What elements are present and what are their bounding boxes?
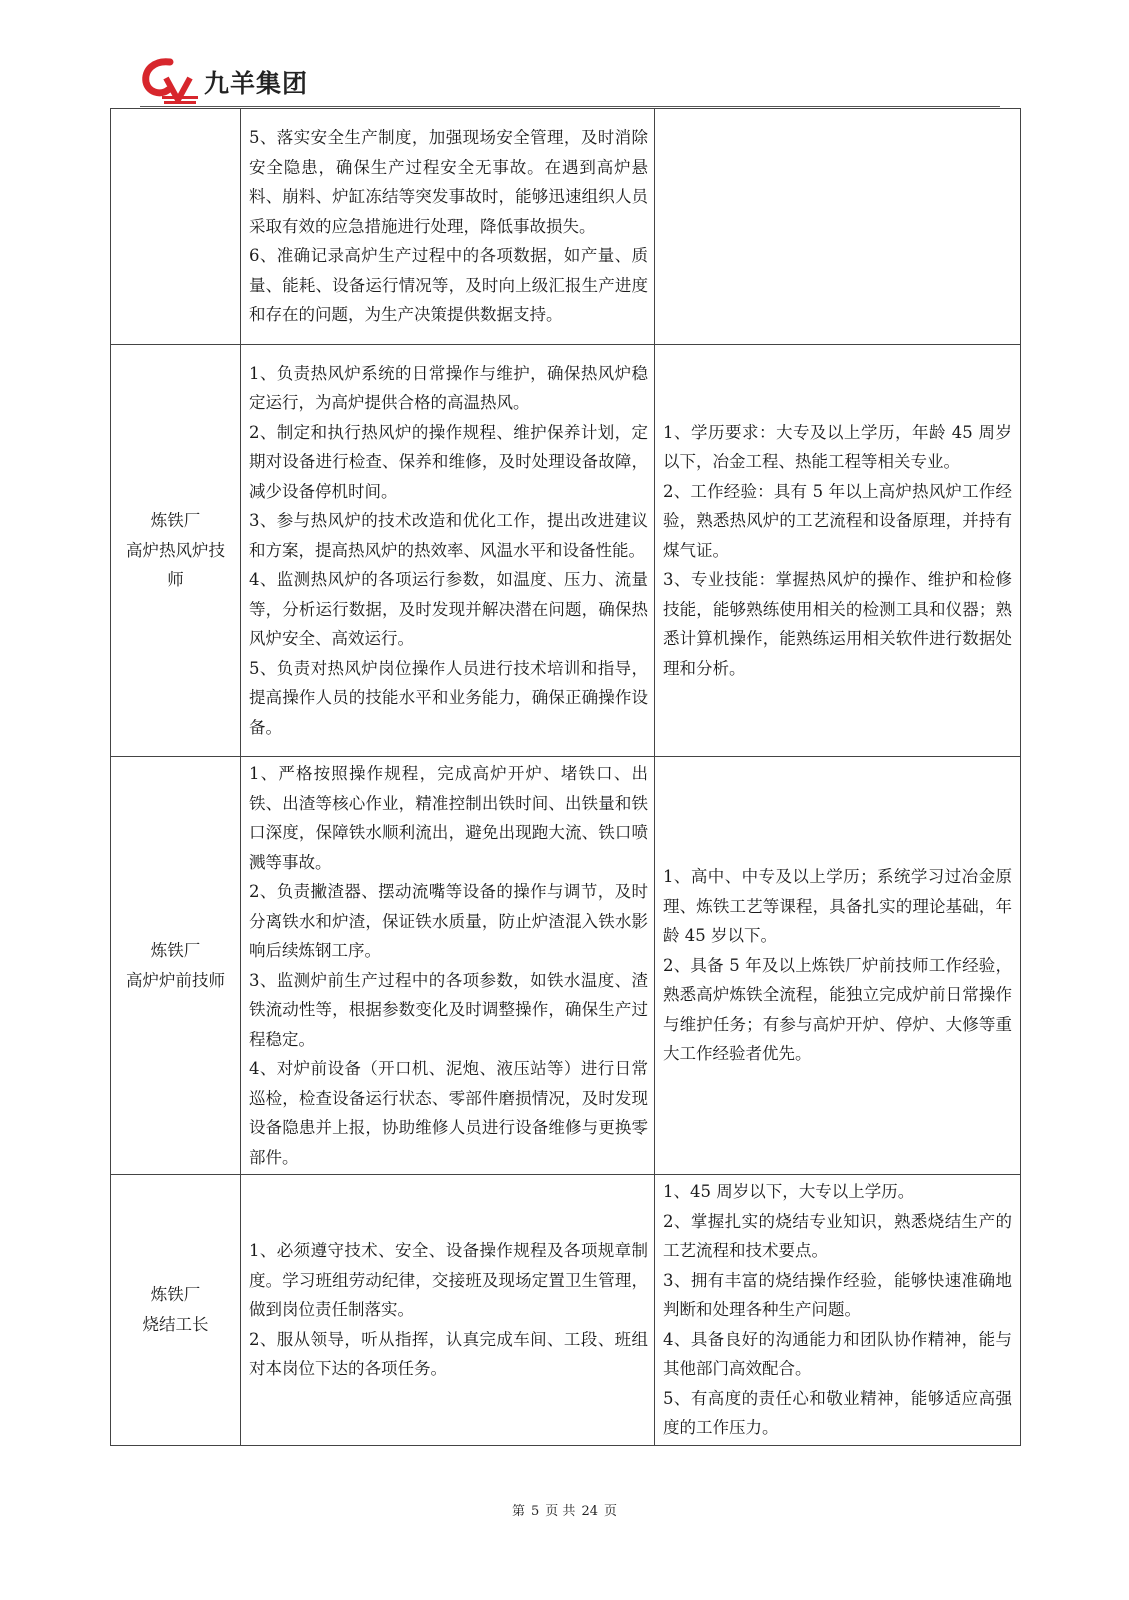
requirement-item: 5、有高度的责任心和敬业精神，能够适应高强度的工作压力。: [663, 1388, 1012, 1437]
duty-item: 1、必须遵守技术、安全、设备操作规程及各项规章制度。学习班组劳动纪律，交接班及现场定置卫生管理，做到岗位责任制落实。: [249, 1241, 648, 1319]
page-number: 5: [531, 1504, 540, 1519]
jiuyang-logo-icon: [140, 56, 200, 106]
duties-cell: [241, 345, 655, 757]
post-cell: [111, 345, 241, 757]
duties-cell: [241, 757, 655, 1175]
duty-item: 3、监测炉前生产过程中的各项参数，如铁水温度、渣铁流动性等，根据参数变化及时调整操作，确保生产过程稳定。: [249, 970, 648, 1049]
post-cell: [111, 109, 241, 345]
duty-item: 2、负责撇渣器、摆动流嘴等设备的操作与调节，及时分离铁水和炉渣，保证铁水质量，防止炉渣混入铁水影响后续炼钢工序。: [249, 882, 648, 960]
requirements-cell: [655, 345, 1021, 757]
duty-item: 5、负责对热风炉岗位操作人员进行技术培训和指导，提高操作人员的技能水平和业务能力，确保正确操作设备。: [249, 658, 648, 737]
duties-cell: [241, 109, 655, 345]
requirement-item: 4、具备良好的沟通能力和团队协作精神，能与其他部门高效配合。: [663, 1329, 1012, 1378]
requirement-item: 2、具备 5 年及以上炼铁厂炉前技师工作经验，熟悉高炉炼铁全流程，能独立完成炉前日常操作与维护任务；有参与高炉开炉、停炉、大修等重大工作经验者优先。: [663, 955, 1012, 1064]
duty-item: 3、参与热风炉的技术改造和优化工作，提出改进建议和方案，提高热风炉的热效率、风温水平和设备性能。: [249, 511, 648, 560]
requirement-item: 1、学历要求：大专及以上学历，年龄 45 周岁以下，冶金工程、热能工程等相关专业。: [663, 422, 1012, 472]
company-name: 九羊集团: [204, 69, 309, 98]
requirement-item: 1、高中、中专及以上学历；系统学习过冶金原理、炼铁工艺等课程，具备扎实的理论基础，年龄 45 岁以下。: [663, 867, 1012, 946]
table-row: [111, 345, 1021, 757]
post-name-line: 师: [167, 570, 184, 590]
table-row: [111, 109, 1021, 345]
table-row: [111, 1175, 1021, 1446]
duty-item: 1、负责热风炉系统的日常操作与维护，确保热风炉稳定运行，为高炉提供合格的高温热风。: [249, 363, 648, 413]
duty-item: 2、制定和执行热风炉的操作规程、维护保养计划，定期对设备进行检查、保养和维修，及时处理设备故障，减少设备停机时间。: [249, 422, 648, 501]
requirement-item: 1、45 周岁以下，大专以上学历。: [663, 1182, 915, 1201]
duty-item: 1、严格按照操作规程，完成高炉开炉、堵铁口、出铁、出渣等核心作业，精准控制出铁时间、出铁量和铁口深度，保障铁水顺利流出，避免出现跑大流、铁口喷溅等事故。: [249, 764, 648, 872]
requirements-cell: [655, 1175, 1021, 1446]
requirement-item: 3、专业技能：掌握热风炉的操作、维护和检修技能，能够熟练使用相关的检测工具和仪器；熟悉计算机操作，能熟练运用相关软件进行数据处理和分析。: [663, 570, 1012, 678]
requirements-cell: [655, 109, 1021, 345]
duty-item: 4、监测热风炉的各项运行参数，如温度、压力、流量等，分析运行数据，及时发现并解决潜在问题，确保热风炉安全、高效运行。: [249, 570, 648, 649]
requirement-item: 3、拥有丰富的烧结操作经验，能够快速准确地判断和处理各种生产问题。: [663, 1270, 1012, 1319]
post-cell: [111, 1175, 241, 1446]
table-row: [111, 757, 1021, 1175]
job-table: [110, 108, 1021, 1446]
requirement-item: 2、掌握扎实的烧结专业知识，熟悉烧结生产的工艺流程和技术要点。: [663, 1211, 1012, 1260]
duty-item: 5、落实安全生产制度，加强现场安全管理，及时消除安全隐患，确保生产过程安全无事故。在遇到高炉悬料、崩料、炉缸冻结等突发事故时，能够迅速组织人员采取有效的应急措施进行处理，降低事故损失。: [249, 128, 648, 236]
post-name-line: 高炉热风炉技: [126, 540, 225, 560]
duties-cell: [241, 1175, 655, 1446]
post-name-line: 烧结工长: [142, 1314, 209, 1334]
duty-item: 4、对炉前设备（开口机、泥炮、液压站等）进行日常巡检，检查设备运行状态、零部件磨损情况，及时发现设备隐患并上报，协助维修人员进行设备维修与更换零部件。: [249, 1059, 648, 1167]
post-name-line: 炼铁厂: [150, 1285, 201, 1305]
page-header: [140, 54, 1000, 106]
page-footer: [0, 1500, 1129, 1519]
requirements-cell: [655, 757, 1021, 1175]
post-name-line: 高炉炉前技师: [126, 970, 225, 990]
post-name-line: 炼铁厂: [150, 511, 201, 531]
header-rule: [140, 106, 1000, 107]
duty-item: 2、服从领导，听从指挥，认真完成车间、工段、班组对本岗位下达的各项任务。: [249, 1329, 648, 1378]
post-cell: [111, 757, 241, 1175]
footer-label: 第: [512, 1504, 526, 1519]
requirement-item: 2、工作经验：具有 5 年以上高炉热风炉工作经验，熟悉热风炉的工艺流程和设备原理，并持有煤气证。: [663, 481, 1012, 560]
duty-item: 6、准确记录高炉生产过程中的各项数据，如产量、质量、能耗、设备运行情况等，及时向上级汇报生产进度和存在的问题，为生产决策提供数据支持。: [249, 246, 648, 325]
footer-label: 页 共: [545, 1504, 576, 1519]
post-name-line: 炼铁厂: [150, 941, 201, 960]
footer-label: 页: [603, 1504, 617, 1519]
page-total: 24: [581, 1504, 598, 1519]
